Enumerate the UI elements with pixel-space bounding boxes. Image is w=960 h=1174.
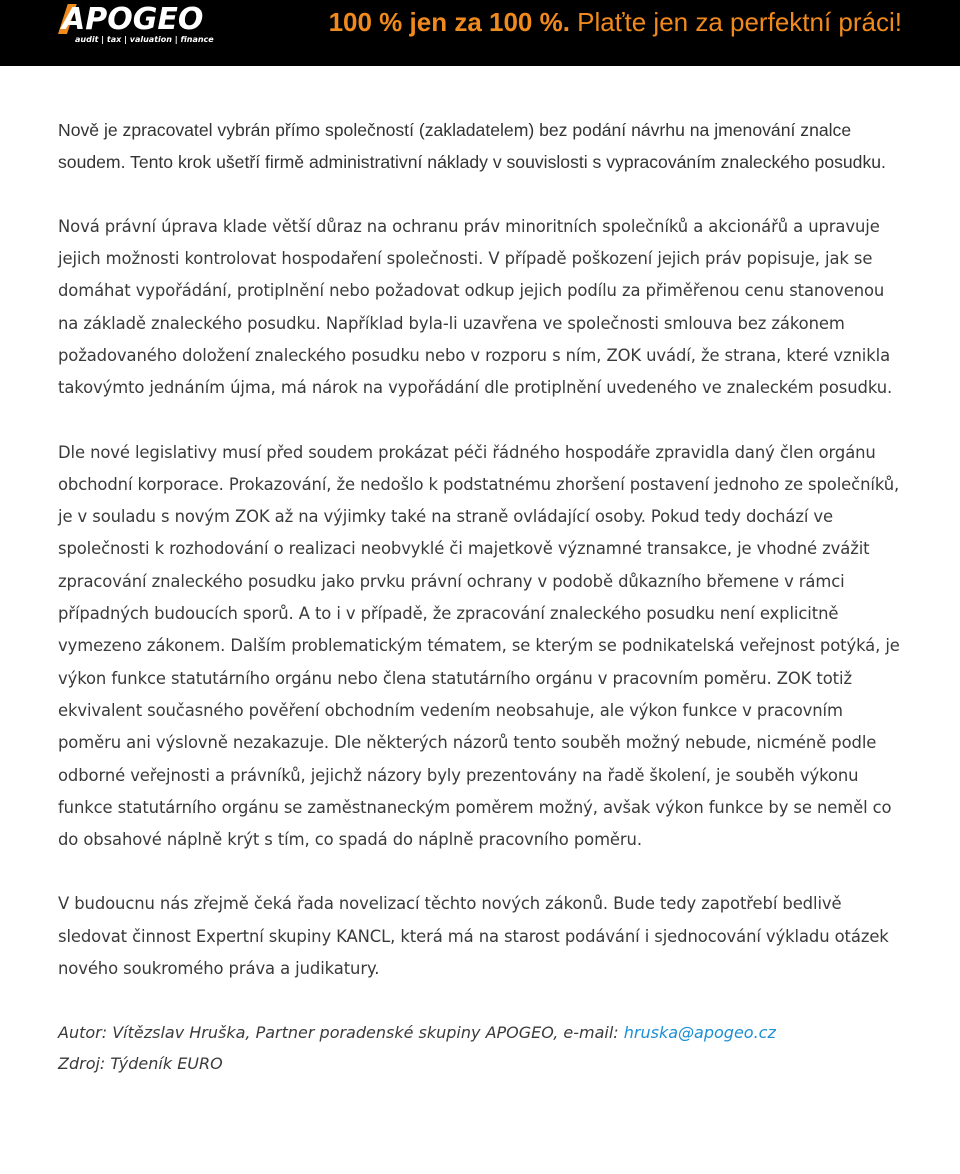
paragraph-1: Nově je zpracovatel vybrán přímo společností (zakladatelem) bez podání návrhu na jmenování znalce soudem. Tento krok ušetří firmě administrativní náklady v souvislosti s vypracováním znaleckého posudku. — [58, 120, 886, 173]
header-slogan — [329, 6, 902, 38]
paragraph-2 — [58, 211, 908, 405]
author-line — [58, 1017, 908, 1048]
author-email-link[interactable]: hruska@apogeo.cz — [623, 1023, 776, 1043]
apogeo-logo[interactable] — [58, 2, 228, 58]
page-header — [0, 0, 960, 66]
paragraph-4: V budoucnu nás zřejmě čeká řada novelizací těchto nových zákonů. Bude tedy zapotřebí bedlivě sledovat činnost Expertní skupiny KANCL, která má na starost podávání i sjednocování výkladu otázek nového soukromého práva a judikatury. — [58, 894, 889, 979]
paragraph-3: Dle nové legislativy musí před soudem prokázat péči řádného hospodáře zpravidla daný člen orgánu obchodní korporace. Prokazování, že nedošlo k podstatnému zhoršení postavení jednoho ze společníků, je v souladu s novým ZOK až na výjimky také na straně ovládající osoby. Pokud tedy dochází ve společnosti k rozhodování o realizaci neobvyklé či majetkově významné transakce, je vhodné zvážit zpracování znaleckého posudku jako prvku právní ochrany v podobě důkazního břemene v rámci případných budoucích sporů. A to i v případě, že zpracování znaleckého posudku není explicitně vymezeno zákonem. Dalším problematickým tématem, se kterým se podnikatelská veřejnost potýká, je výkon funkce statutárního orgánu nebo člena statutárního orgánu v pracovním poměru. ZOK totiž ekvivalent současného pověření obchodním vedením neobsahuje, ale výkon funkce v pracovním poměru ani výslovně nezakazuje. Dle některých názorů tento souběh možný nebude, nicméně podle odborné veřejnosti a právníků, jejichž názory byly prezentovány na řadě školení, je souběh výkonu funkce statutárního orgánu se zaměstnaneckým poměrem možný, avšak výkon funkce by se neměl co do obsahové náplně krýt s tím, co spadá do náplně pracovního poměru. — [58, 442, 900, 850]
logo-tagline: audit | tax | valuation | finance — [75, 35, 214, 44]
source-line: Zdroj: Týdeník EURO — [58, 1054, 223, 1074]
slogan-highlight: 100 % jen za 100 %. — [328, 7, 570, 37]
paragraph-2-part-a: Nová právní úprava klade větší důraz na ochranu práv minoritních společníků a akcionářů a upravuje jejich možnosti kontrolovat hospodaření společnosti. — [58, 216, 880, 269]
author-prefix: Autor: Vítězslav Hruška, Partner poradenské skupiny APOGEO, e-mail: — [58, 1023, 624, 1043]
slogan-rest: Plaťte jen za perfektní práci! — [569, 7, 902, 37]
article-body — [58, 114, 908, 1079]
logo-text: APOGEO — [62, 2, 204, 37]
paragraph-2-part-b: V případě poškození jejich práv popisuje, jak se domáhat vypořádání, protiplnění nebo požadovat odkup jejich podílu za přiměřenou cenu stanovenou na základě znaleckého posudku. Například byla-li uzavřena ve společnosti smlouva bez zákonem požadovaného doložení znaleckého posudku nebo v rozporu s ním, ZOK uvádí, že strana, které vznikla takovýmto jednáním újma, má nárok na vypořádání dle protiplnění uvedeného ve znaleckém posudku. — [58, 249, 893, 398]
